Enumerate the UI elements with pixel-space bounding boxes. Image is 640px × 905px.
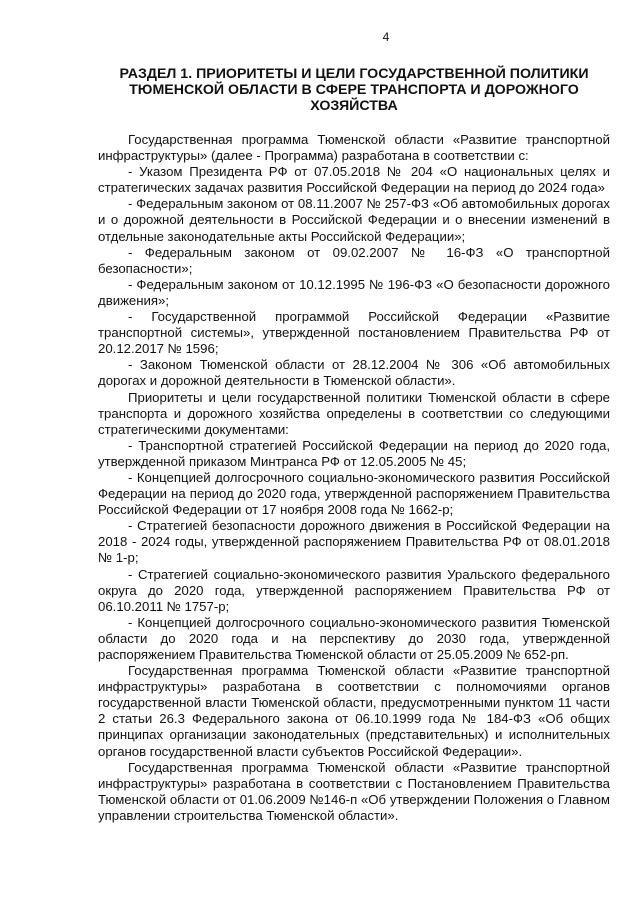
list-item: - Концепцией долгосрочного социально-экономического развития Тюменской области до 2020 года и на перспективу до 2030 года, утвержденной распоряжением Правительства Тюменской области от 25.05.2009 № 652-рп.: [98, 614, 610, 662]
list-item: - Стратегией безопасности дорожного движения в Российской Федерации на 2018 - 2024 годы, утвержденной распоряжением Правительства РФ от 08.01.2018 № 1-р;: [98, 518, 610, 566]
section-title: РАЗДЕЛ 1. ПРИОРИТЕТЫ И ЦЕЛИ ГОСУДАРСТВЕННОЙ ПОЛИТИКИ ТЮМЕНСКОЙ ОБЛАСТИ В СФЕРЕ ТРАНСПОРТА И ДОРОЖНОГО ХОЗЯЙСТВА: [119, 66, 589, 114]
list-item: - Федеральным законом от 09.02.2007 № 16-ФЗ «О транспортной безопасности»;: [98, 244, 610, 276]
paragraph: Государственная программа Тюменской области «Развитие транспортной инфраструктуры» разработана в соответствии с полномочиями органов государственной власти Тюменской области, предусмотренными пунктом 11 части 2 статьи 26.3 Федерального закона от 06.10.1999 года № 184-ФЗ «Об общих принципах организации законодательных (представительных) и исполнительных органов государственной власти субъектов Российской Федерации».: [98, 663, 610, 759]
document-body: [98, 132, 610, 824]
paragraph: Государственная программа Тюменской области «Развитие транспортной инфраструктуры» (далее - Программа) разработана в соответствии с:: [98, 132, 610, 164]
list-item: - Федеральным законом от 10.12.1995 № 196-ФЗ «О безопасности дорожного движения»;: [98, 276, 610, 308]
list-item: - Государственной программой Российской Федерации «Развитие транспортной системы», утвержденной постановлением Правительства РФ от 20.12.2017 № 1596;: [98, 309, 610, 357]
list-item: - Федеральным законом от 08.11.2007 № 257-ФЗ «Об автомобильных дорогах и о дорожной деятельности в Российской Федерации и о внесении изменений в отдельные законодательные акты Российской Федерации»;: [98, 196, 610, 244]
list-item: - Транспортной стратегией Российской Федерации на период до 2020 года, утвержденной приказом Минтранса РФ от 12.05.2005 № 45;: [98, 437, 610, 469]
list-item: - Указом Президента РФ от 07.05.2018 № 204 «О национальных целях и стратегических задачах развития Российской Федерации на период до 2024 года»: [98, 164, 610, 196]
paragraph: Приоритеты и цели государственной политики Тюменской области в сфере транспорта и дорожного хозяйства определены в соответствии со следующими стратегическими документами:: [98, 389, 610, 437]
list-item: - Стратегией социально-экономического развития Уральского федерального округа до 2020 года, утвержденной распоряжением Правительства РФ от 06.10.2011 № 1757-р;: [98, 566, 610, 614]
list-item: - Концепцией долгосрочного социально-экономического развития Российской Федерации на период до 2020 года, утвержденной распоряжением Правительства Российской Федерации от 17 ноября 2008 года № 1662-р;: [98, 469, 610, 518]
paragraph: Государственная программа Тюменской области «Развитие транспортной инфраструктуры» разработана в соответствии с Постановлением Правительства Тюменской области от 01.06.2009 №146-п «Об утверждении Положения о Главном управлении строительства Тюменской области».: [98, 759, 610, 823]
page-number: 4: [382, 30, 390, 44]
list-item: - Законом Тюменской области от 28.12.2004 № 306 «Об автомобильных дорогах и дорожной деятельности в Тюменской области».: [98, 357, 610, 389]
